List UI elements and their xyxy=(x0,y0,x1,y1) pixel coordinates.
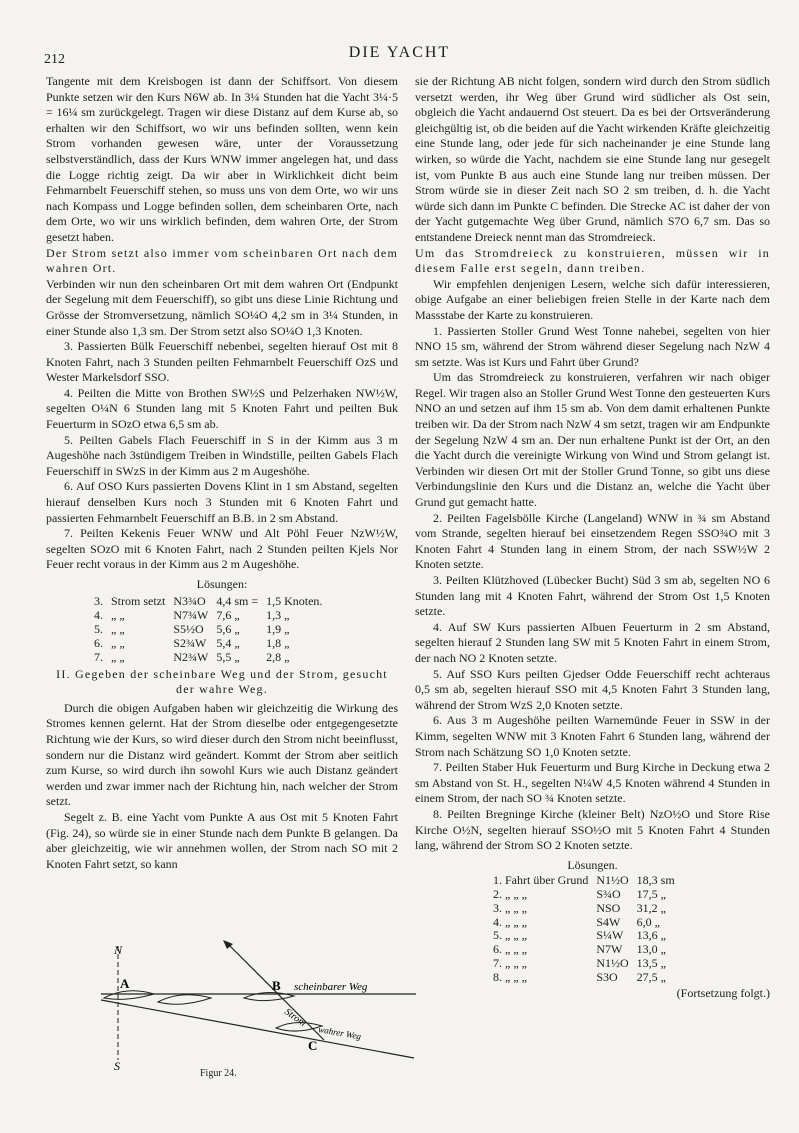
exercise-3: 3. Peilten Klützhoved (Lübecker Bucht) Süd 3 sm ab, segelten NO 6 Stunden lang mit 4 Knoten Fahrt, während der Strom Ost 1,5 Knoten setzte. xyxy=(415,573,770,619)
yacht-hull-a xyxy=(104,991,154,1000)
rule-statement: Um das Stromdreieck zu konstruieren, müssen wir in diesem Falle erst segeln, dann treiben. xyxy=(415,245,770,276)
solutions-table xyxy=(489,874,679,984)
paragraph: Verbinden wir nun den scheinbaren Ort mit dem wahren Ort (Endpunkt der Segelung mit dem Feuerschiff), so gibt uns diese Linie Richtung und Grösse der Stromversetzung, nämlich SO¼O 4,2 sm in 3¼ Stunden, in einer Stunde also 1,3 sm. Der Strom setzt also SO¼O 1,3 Knoten. xyxy=(46,276,398,338)
rule-statement: Der Strom setzt also immer vom scheinbaren Ort nach dem wahren Ort. xyxy=(46,245,398,276)
point-c-label: C xyxy=(308,1038,318,1053)
table-row: 7. „ „ N2¾W 5,5 „ 2,8 „ xyxy=(94,649,290,664)
table-row: 4. „ „ „ S4W 6,0 „ xyxy=(493,914,660,929)
true-course-label: wahrer Weg xyxy=(317,1024,362,1042)
left-column xyxy=(46,74,398,872)
solutions-title: Lösungen: xyxy=(196,577,248,591)
page-number: 212 xyxy=(44,52,65,67)
paragraph: sie der Richtung AB nicht folgen, sondern wird durch den Strom südlich versetzt werden, ihr Weg über Grund wird südlicher als Ost sein, obgleich die Yacht andauernd Ost steuert. Da es bei der Ortsveränderung gleichgültig ist, ob die beiden auf die Yacht wirkenden Kräfte gleichzeitig eine Stunde lang, oder jede für sich nacheinander je eine Stunde lang wirken, so würde die Yacht, nachdem sie eine Stunde lang nur gesegelt ist, vom Punkte B aus auch eine Stunde lang nur treiben müssen. Der Strom würde sie in dieser Zeit nach SO 2 sm treiben, d. h. die Yacht würde sich dann im Punkte C befinden. Die Strecke AC ist daher der von der Yacht gutgemachte Weg über Grund, nämlich S7O 6,7 sm. Das so entstandene Dreieck nennt man das Stromdreieck. xyxy=(415,74,770,244)
right-column xyxy=(415,74,770,1001)
yacht-hull xyxy=(158,995,211,1004)
paragraph: Tangente mit dem Kreisbogen ist dann der Schiffsort. Von diesem Punkte setzen wir den Kurs N6W ab. In 3¼ Stunden hat die Yacht 3¼·5 = 16¼ sm zurückgelegt. Tragen wir diese Distanz auf dem Kurse ab, so erhalten wir den Schiffsort, wo wir uns befinden sollten, wenn kein Strom vorhanden gewesen wäre, unter der Voraussetzung selbstverständlich, dass der Kurs WNW immer angelegen hat, und dass die Logge richtig zeigt. Da wir aber in Wirklichkeit dicht beim Fehmarnbelt Feuerschiff stehen, so muss uns von dem Orte, wo wir uns nach Kompass und Logge befinden sollen, dem scheinbaren Orte, nach dem Orte, wo wir uns wirklich befinden, dem wahren Orte, der Strom gesetzt haben. xyxy=(46,74,398,244)
true-course-line xyxy=(101,1000,414,1058)
solutions-table xyxy=(90,594,326,664)
table-row: 7. „ „ „ N1½O 13,5 „ xyxy=(493,956,666,971)
exercise-2: 2. Peilten Fagelsbölle Kirche (Langeland) WNW in ¾ sm Abstand vom Strande, segelten hierauf bei einsetzendem Regen SSO¾O mit 3 Knoten Fahrt 4 Stunden lang in einem Strom, der nach SSW½W 2 Knoten setzte. xyxy=(415,510,770,572)
exercise-4: 4. Peilten die Mitte von Brothen SW½S und Pelzerhaken NW½W, segelten O¼N 6 Stunden lang mit 5 Knoten Fahrt und peilten Buk Feuerturm in SOzO etwa 6,5 sm ab. xyxy=(46,385,398,432)
table-row: 1. Fahrt über Grund N1½O 18,3 sm xyxy=(493,873,675,888)
exercise-5: 5. Auf SSO Kurs peilten Gjedser Odde Feuerschiff recht achteraus 0,5 sm ab, segelten hierauf SSO mit 4,5 Knoten Fahrt 3 Stunden lang, während der Strom WzS 2,0 Knoten setzte. xyxy=(415,666,770,712)
paragraph: Um das Stromdreieck zu konstruieren, verfahren wir nach obiger Regel. Wir tragen also an Stoller Grund West Tonne den gesteuerten Kurs NNO an und setzen auf ihm 15 sm ab. Von dem damit erhaltenen Punkte treiben wir. Da der Strom nach NzW 4 sm setzt, tragen wir am Endpunkte der Segelung NzW 4 sm an. Der nun erhaltene Punkt ist der Ort, an den die Yacht durch die vereinigte Wirkung von Wind und Strom gelangt ist. Verbinden wir diesen Ort mit der Stoller Grund Tonne, so gibt uns diese Verbindungslinie den Kurs und die Distanz an, welche die Yacht über Grund gut gemacht hatte. xyxy=(415,370,770,510)
paragraph: Segelt z. B. eine Yacht vom Punkte A aus Ost mit 5 Knoten Fahrt (Fig. 24), so würde sie in einer Stunde nach dem Punkte B gelangen. Da aber gleichzeitig, wie wir annehmen wollen, der Strom nach SO mit 2 Knoten Fahrt setzt, so kann xyxy=(46,809,398,871)
exercise-3: 3. Passierten Bülk Feuerschiff nebenbei, segelten hierauf Ost mit 8 Knoten Fahrt, nach 3 Stunden peilten Fehmarnbelt Feuerschiff OzS und Wester Markelsdorf SSO. xyxy=(46,339,398,385)
table-row: 8. „ „ „ S3O 27,5 „ xyxy=(493,969,666,984)
north-label: N xyxy=(114,943,123,957)
table-row: 4. „ „ N7¾W 7,6 „ 1,3 „ xyxy=(94,607,290,622)
table-row: 3. Strom setzt N3¾O 4,4 sm = 1,5 Knoten. xyxy=(94,593,323,608)
paragraph: Wir empfehlen denjenigen Lesern, welche sich dafür interessieren, obige Aufgabe an einer beliebigen freien Stelle in der Karte nach dem Massstabe der Karte zu konstruieren. xyxy=(415,276,770,322)
table-row: 5. „ „ „ S¼W 13,6 „ xyxy=(493,928,666,943)
table-row: 6. „ „ „ N7W 13,0 „ xyxy=(493,942,666,957)
table-row: 6. „ „ S2¾W 5,4 „ 1,8 „ xyxy=(94,635,290,650)
running-title: DIE YACHT xyxy=(348,44,451,61)
exercise-1: 1. Passierten Stoller Grund West Tonne nahebei, segelten von hier NNO 15 sm, während der Strom während dieser Segelung nach NzW 4 sm setzte. Was ist Kurs und Fahrt über Grund? xyxy=(415,323,770,369)
exercise-5: 5. Peilten Gabels Flach Feuerschiff in S in der Kimm aus 3 m Augeshöhe nach 3stündigem Treiben in Windstille, peilten Gabels Flach Feuerschiff in SWzS in der Kimm aus 2 m Augeshöhe. xyxy=(46,432,398,478)
south-label: S xyxy=(114,1059,120,1073)
paragraph: Durch die obigen Aufgaben haben wir gleichzeitig die Wirkung des Stromes kennen gelernt. Hat der Strom dieselbe oder entgegengesetzte Richtung wie der Kurs, so wird dieser durch den Strom nicht beeinflusst, sondern nur die Distanz wird geändert. Kommt der Strom aber seitlich zum Kurse, so wird durch ihn sowohl Kurs wie auch Distanz geändert werden und zwar immer nach der Richtung hin, nach welcher der Strom setzt. xyxy=(46,700,398,809)
exercise-6: 6. Auf OSO Kurs passierten Dovens Klint in 1 sm Abstand, segelten hierauf denselben Kurs noch 3 Stunden mit 6 Knoten Fahrt und passierten Fehmarnbelt Feuerschiff an B.B. in 2 sm Abstand. xyxy=(46,479,398,525)
apparent-course-label: scheinbarer Weg xyxy=(294,981,368,993)
exercise-7: 7. Peilten Staber Huk Feuerturm und Burg Kirche in Deckung etwa 2 sm Abstand von St. H., segelten N¼W 4,5 Knoten während 4 Stunden in einem Strom, der nach SO ¾ Knoten setzte. xyxy=(415,760,770,806)
current-label: Strom xyxy=(282,1006,308,1029)
point-b-label: B xyxy=(272,978,281,993)
continued-note: (Fortsetzung folgt.) xyxy=(676,985,770,1000)
exercise-7: 7. Peilten Kekenis Feuer WNW und Alt Pöhl Feuer NzW½W, segelten SOzO mit 6 Knoten Fahrt, nach 2 Stunden peilten Kjels Nor Feuer recht voraus in der Kimm aus 2 m Augeshöhe. xyxy=(46,526,398,572)
section-heading: II. Gegeben der scheinbare Weg und der Strom, gesucht der wahre Weg. xyxy=(56,666,388,697)
table-row: 3. „ „ „ NSO 31,2 „ xyxy=(493,900,666,915)
current-triangle-figure xyxy=(96,940,426,1090)
table-row: 2. „ „ „ S¾O 17,5 „ xyxy=(493,887,666,902)
exercise-8: 8. Peilten Bregninge Kirche (kleiner Belt) NzO½O und Store Rise Kirche O½N, segelten hierauf SSO½O mit 5 Knoten Fahrt 4 Stunden lang, während der Strom SO 2 Knoten setzte. xyxy=(415,806,770,853)
exercise-4: 4. Auf SW Kurs passierten Albuen Feuerturm in 2 sm Abstand, segelten hierauf 2 Stunden lang SW mit 5 Knoten Fahrt in einem Strom, der nach NO 2 Knoten setzte. xyxy=(415,619,770,665)
exercise-6: 6. Aus 3 m Augeshöhe peilten Warnemünde Feuer in SSW in der Kimm, segelten WNW mit 3 Knoten Fahrt 6 Stunden lang, während der Strom nach Schätzung SO 1,0 Knoten setzte. xyxy=(415,713,770,759)
table-row: 5. „ „ S5½O 5,6 „ 1,9 „ xyxy=(94,621,290,636)
solutions-title: Lösungen. xyxy=(567,857,618,872)
figure-caption: Figur 24. xyxy=(200,1068,237,1079)
point-a-label: A xyxy=(120,976,130,991)
